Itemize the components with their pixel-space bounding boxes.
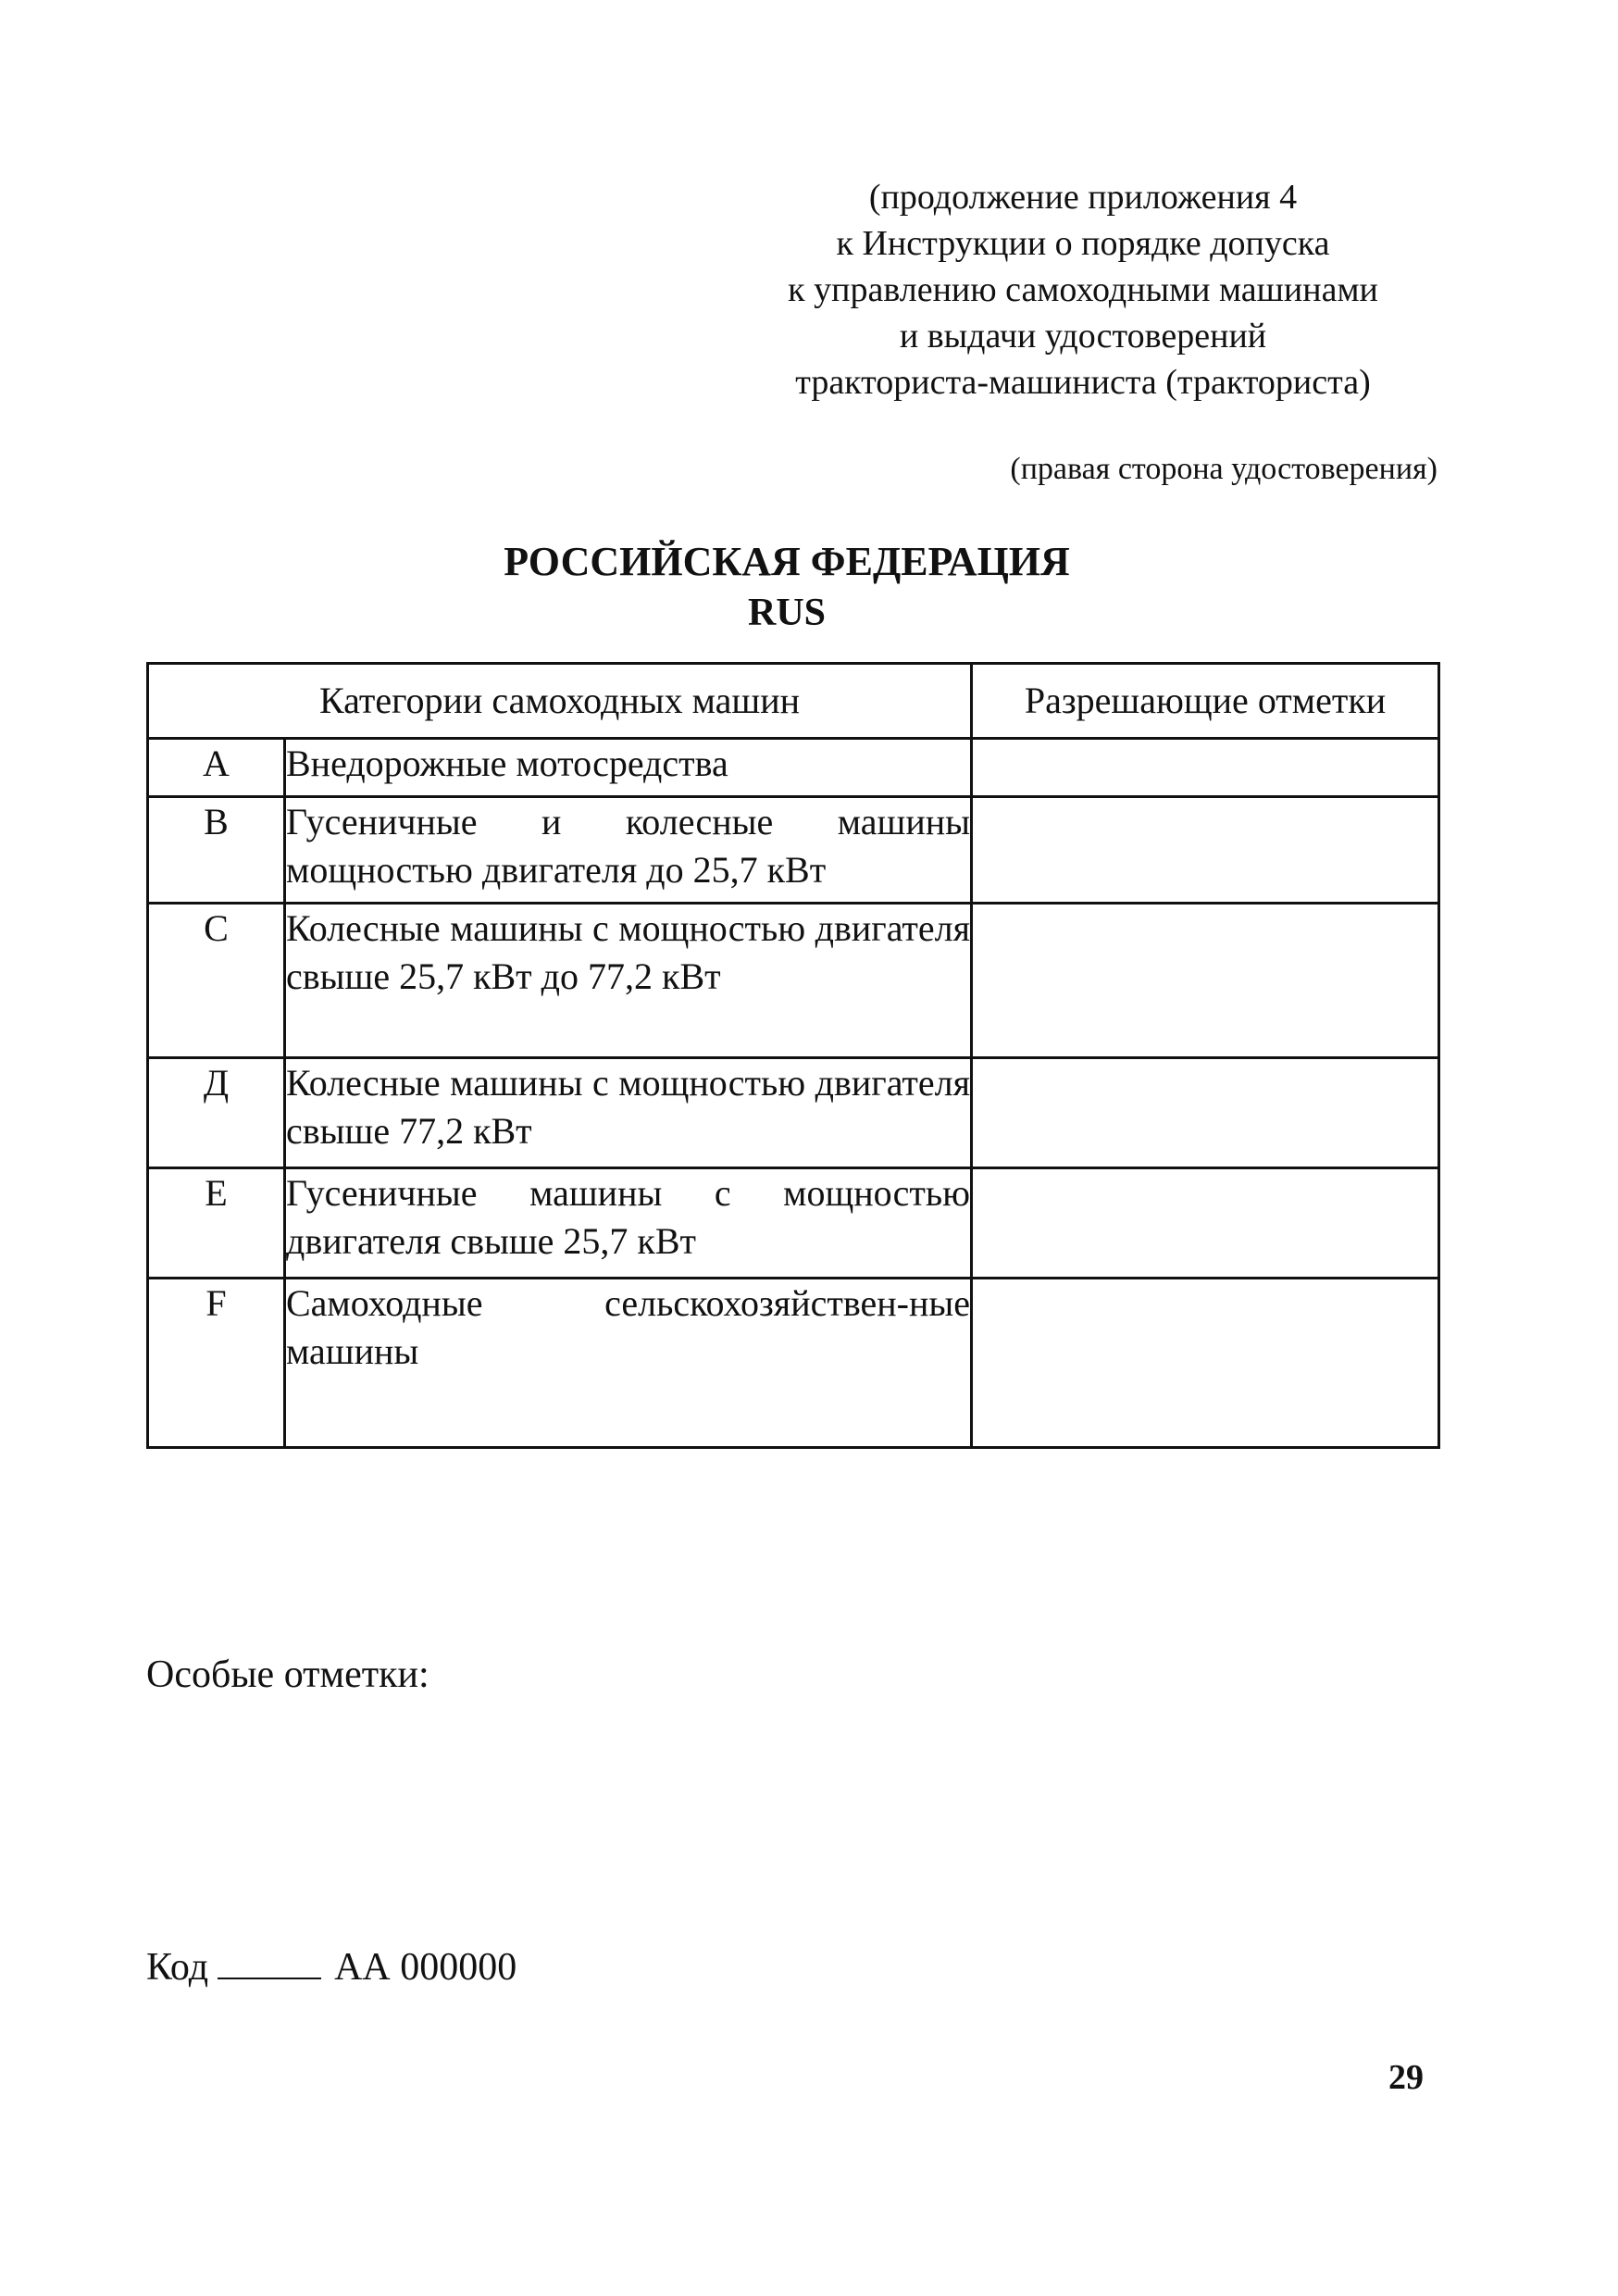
category-code: C bbox=[148, 904, 285, 1058]
table-row bbox=[148, 1279, 1439, 1448]
country-code: RUS bbox=[747, 592, 827, 634]
appendix-header-line: к Инструкции о порядке допуска bbox=[836, 224, 1330, 263]
code-value: АА 000000 bbox=[334, 1946, 517, 1989]
permission-mark-cell bbox=[972, 1168, 1439, 1279]
permission-mark-cell bbox=[972, 1279, 1439, 1448]
category-description: Внедорожные мотосредства bbox=[285, 739, 972, 797]
permission-mark-cell bbox=[972, 739, 1439, 797]
code-line bbox=[146, 1944, 517, 1990]
table-row bbox=[148, 1058, 1439, 1168]
special-marks-label: Особые отметки: bbox=[146, 1653, 429, 1696]
category-description: Колесные машины с мощностью двигателя свыше 77,2 кВт bbox=[285, 1058, 972, 1168]
categories-table bbox=[146, 662, 1440, 1449]
permission-mark-cell bbox=[972, 1058, 1439, 1168]
permission-mark-cell bbox=[972, 797, 1439, 904]
category-code: F bbox=[148, 1279, 285, 1448]
table-row bbox=[148, 1168, 1439, 1279]
table-row bbox=[148, 797, 1439, 904]
appendix-header-line: тракториста-машиниста (тракториста) bbox=[795, 363, 1371, 402]
appendix-header-line: к управлению самоходными машинами bbox=[788, 270, 1378, 309]
category-code: B bbox=[148, 797, 285, 904]
appendix-header bbox=[731, 174, 1435, 406]
country-title: РОССИЙСКАЯ ФЕДЕРАЦИЯ bbox=[504, 539, 1070, 584]
category-description: Гусеничные машины с мощностью двигателя свыше 25,7 кВт bbox=[285, 1168, 972, 1279]
table-header-row bbox=[148, 664, 1439, 739]
table-row bbox=[148, 739, 1439, 797]
category-code: E bbox=[148, 1168, 285, 1279]
category-code: Д bbox=[148, 1058, 285, 1168]
category-description: Колесные машины с мощностью двигателя свыше 25,7 кВт до 77,2 кВт bbox=[285, 904, 972, 1058]
appendix-header-line: и выдачи удостоверений bbox=[899, 317, 1267, 356]
code-label: Код bbox=[146, 1946, 209, 1989]
page-number: 29 bbox=[1388, 2058, 1424, 2097]
permission-mark-cell bbox=[972, 904, 1439, 1058]
header-marks: Разрешающие отметки bbox=[972, 664, 1439, 739]
appendix-header-line: (продолжение приложения 4 bbox=[868, 178, 1298, 217]
side-note: (правая сторона удостоверения) bbox=[1010, 452, 1438, 486]
category-code: A bbox=[148, 739, 285, 797]
category-description: Гусеничные и колесные машины мощностью двигателя до 25,7 кВт bbox=[285, 797, 972, 904]
header-categories: Категории самоходных машин bbox=[148, 664, 972, 739]
code-blank-line bbox=[218, 1946, 321, 1979]
category-description: Самоходные сельскохозяйствен-ные машины bbox=[285, 1279, 972, 1448]
table-row bbox=[148, 904, 1439, 1058]
